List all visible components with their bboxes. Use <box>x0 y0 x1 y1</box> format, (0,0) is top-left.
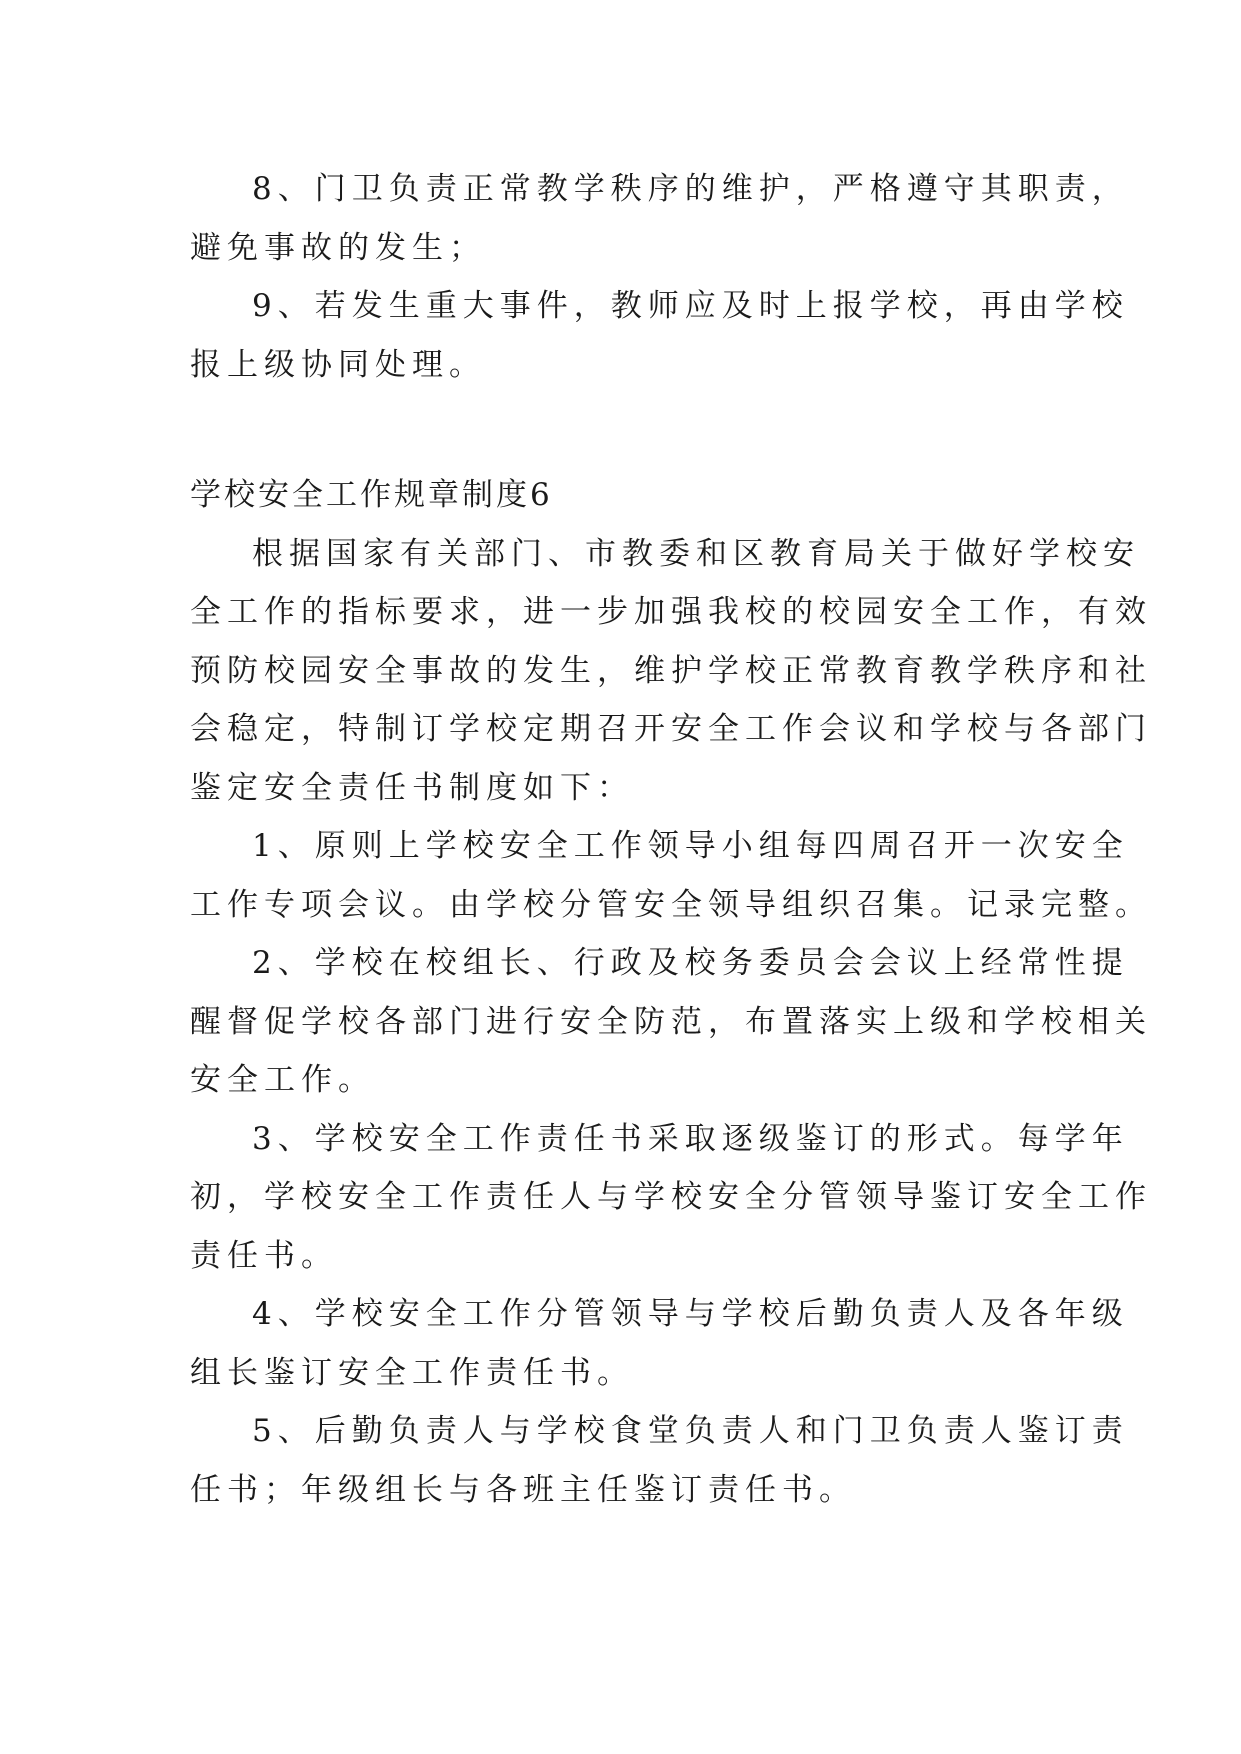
paragraph-item-9 <box>190 277 1129 394</box>
paragraph-line: 8、门卫负责正常教学秩序的维护，严格遵守其职责， <box>252 171 1129 207</box>
paragraph-line: 工作专项会议。由学校分管安全领导组织召集。记录完整。 <box>190 886 1152 923</box>
document-body <box>190 160 1152 1519</box>
paragraph-item-3 <box>190 1110 1152 1286</box>
section-title: 学校安全工作规章制度6 <box>190 477 553 513</box>
paragraph-line: 9、若发生重大事件，教师应及时上报学校，再由学校 <box>252 288 1129 324</box>
paragraph-line: 避免事故的发生； <box>190 229 486 266</box>
paragraph-intro <box>190 525 1152 818</box>
paragraph-line: 责任书。 <box>190 1237 338 1274</box>
paragraph-line: 1、原则上学校安全工作领导小组每四周召开一次安全 <box>252 828 1129 864</box>
paragraph-line: 醒督促学校各部门进行安全防范，布置落实上级和学校相关 <box>190 1003 1152 1040</box>
section-spacer <box>190 394 1050 466</box>
paragraph-line: 预防校园安全事故的发生，维护学校正常教育教学秩序和社 <box>190 652 1152 689</box>
paragraph-item-4 <box>190 1285 1129 1402</box>
paragraph-line: 4、学校安全工作分管领导与学校后勤负责人及各年级 <box>252 1296 1129 1332</box>
paragraph-line: 组长鉴订安全工作责任书。 <box>190 1354 634 1391</box>
paragraph-line: 3、学校安全工作责任书采取逐级鉴订的形式。每学年 <box>252 1120 1129 1157</box>
paragraph-line: 报上级协同处理。 <box>190 346 486 383</box>
paragraph-item-8 <box>190 160 1129 277</box>
paragraph-line: 初，学校安全工作责任人与学校安全分管领导鉴订安全工作 <box>190 1179 1152 1215</box>
paragraph-item-2 <box>190 934 1152 1110</box>
paragraph-line: 根据国家有关部门、市教委和区教育局关于做好学校安 <box>252 535 1140 572</box>
paragraph-line: 2、学校在校组长、行政及校务委员会会议上经常性提 <box>252 945 1129 981</box>
paragraph-line: 会稳定，特制订学校定期召开安全工作会议和学校与各部门 <box>190 711 1152 747</box>
paragraph-line: 全工作的指标要求，进一步加强我校的校园安全工作，有效 <box>190 594 1152 630</box>
paragraph-item-1 <box>190 817 1152 934</box>
paragraph-line: 安全工作。 <box>190 1062 375 1098</box>
paragraph-line: 任书；年级组长与各班主任鉴订责任书。 <box>190 1471 856 1508</box>
paragraph-item-5 <box>190 1402 1129 1519</box>
paragraph-line: 5、后勤负责人与学校食堂负责人和门卫负责人鉴订责 <box>252 1413 1129 1449</box>
paragraph-line: 鉴定安全责任书制度如下： <box>190 769 634 806</box>
